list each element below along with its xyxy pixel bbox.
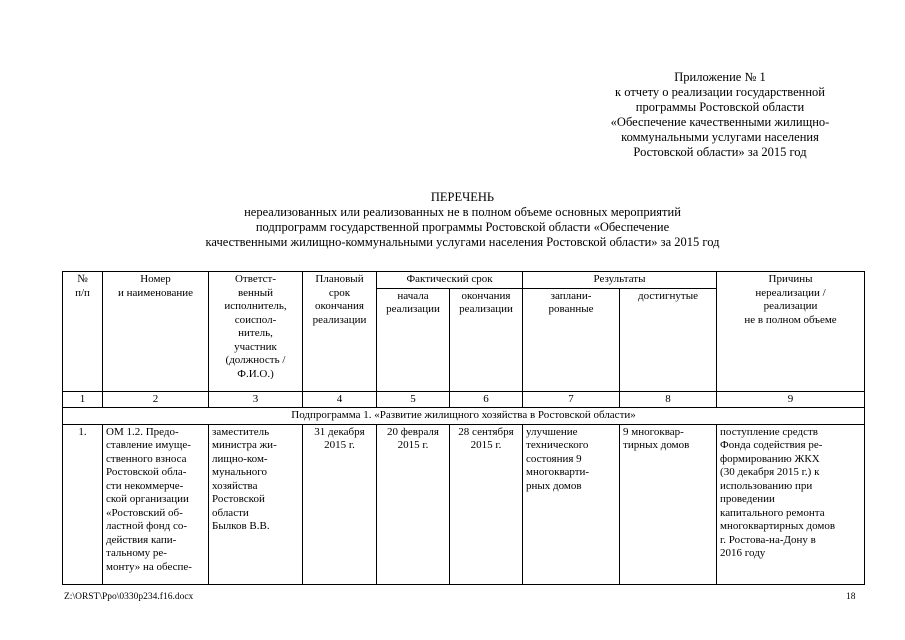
- header-row: [63, 272, 865, 289]
- appendix-line: Ростовской области» за 2015 год: [633, 145, 807, 159]
- column-number: 1: [63, 391, 103, 408]
- heading-title: ПЕРЕЧЕНЬ: [430, 190, 495, 204]
- row-fact-end: 28 сентября 2015 г.: [450, 424, 523, 584]
- row-achieved-result: 9 многоквар- тирных домов: [620, 424, 717, 584]
- row-reasons: поступление средств Фонда содействия ре- формированию ЖКХ (30 декабря 2015 г.) к использованию при проведении капитального ремонта многоквартирных домов г. Ростова-на-Дону в 2016 году: [717, 424, 865, 584]
- column-number: 4: [303, 391, 377, 408]
- header-planned-end: Плановый срок окончания реализации: [303, 272, 377, 392]
- column-number: 2: [103, 391, 209, 408]
- page-number: 18: [846, 592, 856, 602]
- row-measure-name: ОМ 1.2. Предо- ставление имуще- ственного взноса Ростовской обла- сти некоммерче- ской организации «Ростовский об- ластной фонд со- действия капи- тальному ре- монту» на обеспе-: [103, 424, 209, 584]
- column-number: 9: [717, 391, 865, 408]
- appendix-line: к отчету о реализации государственной: [615, 85, 825, 99]
- appendix-line: Приложение № 1: [674, 70, 766, 84]
- column-number: 8: [620, 391, 717, 408]
- row-executor: заместитель министра жи- лищно-ком- мунального хозяйства Ростовской области Былков В.В.: [209, 424, 303, 584]
- header-executor: Ответст- венный исполнитель, соиспол- нитель, участник (должность / Ф.И.О.): [209, 272, 303, 392]
- appendix-line: программы Ростовской области: [635, 100, 805, 114]
- appendix-line: «Обеспечение качественными жилищно-: [610, 115, 830, 129]
- row-fact-start: 20 февраля 2015 г.: [377, 424, 450, 584]
- column-number: 7: [523, 391, 620, 408]
- heading-line: качественными жилищно-коммунальными услугами населения Ростовской области» за 2015 год: [205, 235, 720, 249]
- column-number: 5: [377, 391, 450, 408]
- column-number: 3: [209, 391, 303, 408]
- header-group-results: Результаты: [523, 272, 717, 289]
- appendix-line: коммунальными услугами населения: [621, 130, 819, 144]
- header-reasons: Причины нереализации / реализации не в полном объеме: [717, 272, 865, 392]
- header-planned-result: заплани- рованные: [523, 288, 620, 391]
- table-row: [63, 424, 865, 584]
- column-number-row: [63, 391, 865, 408]
- measures-table: [62, 271, 865, 585]
- row-number: 1.: [63, 424, 103, 584]
- header-fact-start: начала реализации: [377, 288, 450, 391]
- heading-line: подпрограмм государственной программы Ростовской области «Обеспечение: [255, 220, 670, 234]
- row-planned-result: улучшение технического состояния 9 многокварти- рных домов: [523, 424, 620, 584]
- heading-line: нереализованных или реализованных не в полном объеме основных мероприятий: [244, 205, 681, 219]
- header-group-fact: Фактический срок: [377, 272, 523, 289]
- header-number: № п/п: [63, 272, 103, 392]
- subprogram-title: Подпрограмма 1. «Развитие жилищного хозяйства в Ростовской области»: [63, 408, 865, 425]
- header-fact-end: окончания реализации: [450, 288, 523, 391]
- header-achieved-result: достигнутые: [620, 288, 717, 391]
- column-number: 6: [450, 391, 523, 408]
- header-name: Номер и наименование: [103, 272, 209, 392]
- document-heading: [60, 190, 865, 250]
- appendix-block: [560, 70, 880, 160]
- row-planned-end: 31 декабря 2015 г.: [303, 424, 377, 584]
- file-path: Z:\ORST\Ppo\0330p234.f16.docx: [64, 592, 194, 602]
- subprogram-row: [63, 408, 865, 425]
